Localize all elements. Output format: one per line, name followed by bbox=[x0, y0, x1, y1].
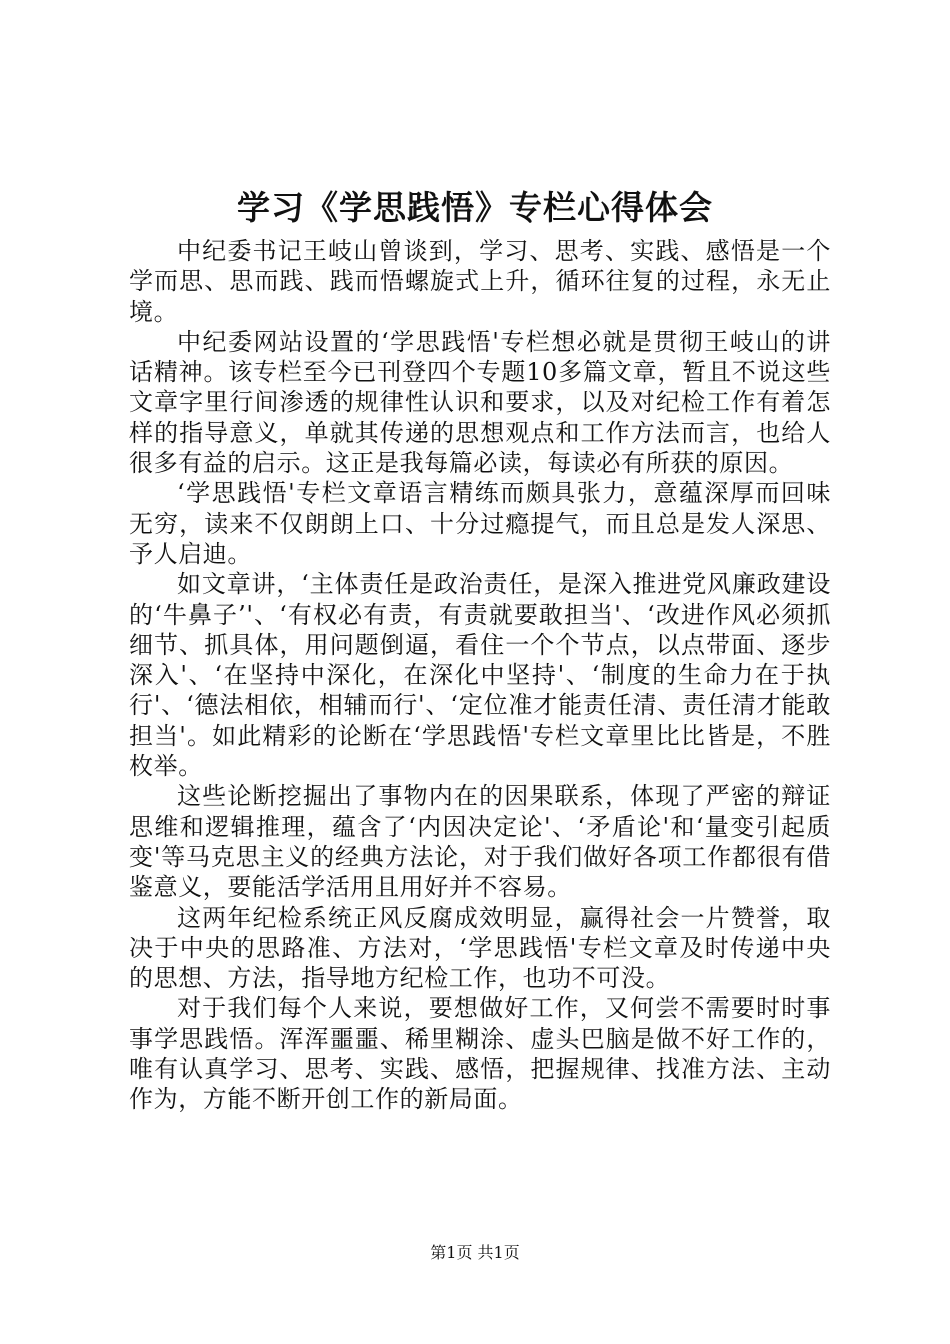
paragraph: 这两年纪检系统正风反腐成效明显，赢得社会一片赞誉，取决于中央的思路准、方法对，‘学思践悟'专栏文章及时传递中央的思想、方法，指导地方纪检工作，也功不可没。 bbox=[129, 903, 831, 993]
document-body bbox=[129, 236, 831, 1115]
paragraph: 中纪委书记王岐山曾谈到，学习、思考、实践、感悟是一个学而思、思而践、践而悟螺旋式上升，循环往复的过程，永无止境。 bbox=[129, 237, 831, 326]
paragraph: ‘学思践悟'专栏文章语言精练而颇具张力，意蕴深厚而回味无穷，读来不仅朗朗上口、十分过瘾提气，而且总是发人深思、予人启迪。 bbox=[129, 479, 831, 568]
paragraph: 如文章讲，‘主体责任是政治责任，是深入推进党风廉政建设的‘牛鼻子’'、‘有权必有责，有责就要敢担当'、‘改进作风必须抓细节、抓具体，用问题倒逼，看住一个个节点，以点带面、逐步深入'、‘在坚持中深化，在深化中坚持'、‘制度的生命力在于执行'、‘德法相依，相辅而行'、‘定位准才能责任清、责任清才能敢担当'。如此精彩的论断在‘学思践悟'专栏文章里比比皆是，不胜枚举。 bbox=[129, 570, 831, 781]
document-title: 学习《学思践悟》专栏心得体会 bbox=[237, 188, 713, 227]
paragraph: 这些论断挖掘出了事物内在的因果联系，体现了严密的辩证思维和逻辑推理，蕴含了‘内因决定论'、‘矛盾论'和‘量变引起质变'等马克思主义的经典方法论，对于我们做好各项工作都很有借鉴意义，要能活学活用且用好并不容易。 bbox=[129, 782, 831, 902]
paragraph: 中纪委网站设置的‘学思践悟'专栏想必就是贯彻王岐山的讲话精神。该专栏至今已刊登四个专题10多篇文章，暂且不说这些文章字里行间渗透的规律性认识和要求，以及对纪检工作有着怎样的指导意义，单就其传递的思想观点和工作方法而言，也给人很多有益的启示。这正是我每篇必读，每读必有所获的原因。 bbox=[129, 327, 831, 478]
paragraph: 对于我们每个人来说，要想做好工作，又何尝不需要时时事事学思践悟。浑浑噩噩、稀里糊涂、虚头巴脑是做不好工作的，唯有认真学习、思考、实践、感悟，把握规律、找准方法、主动作为，方能不断开创工作的新局面。 bbox=[129, 994, 831, 1114]
page-footer: 第1页 共1页 bbox=[430, 1243, 520, 1262]
